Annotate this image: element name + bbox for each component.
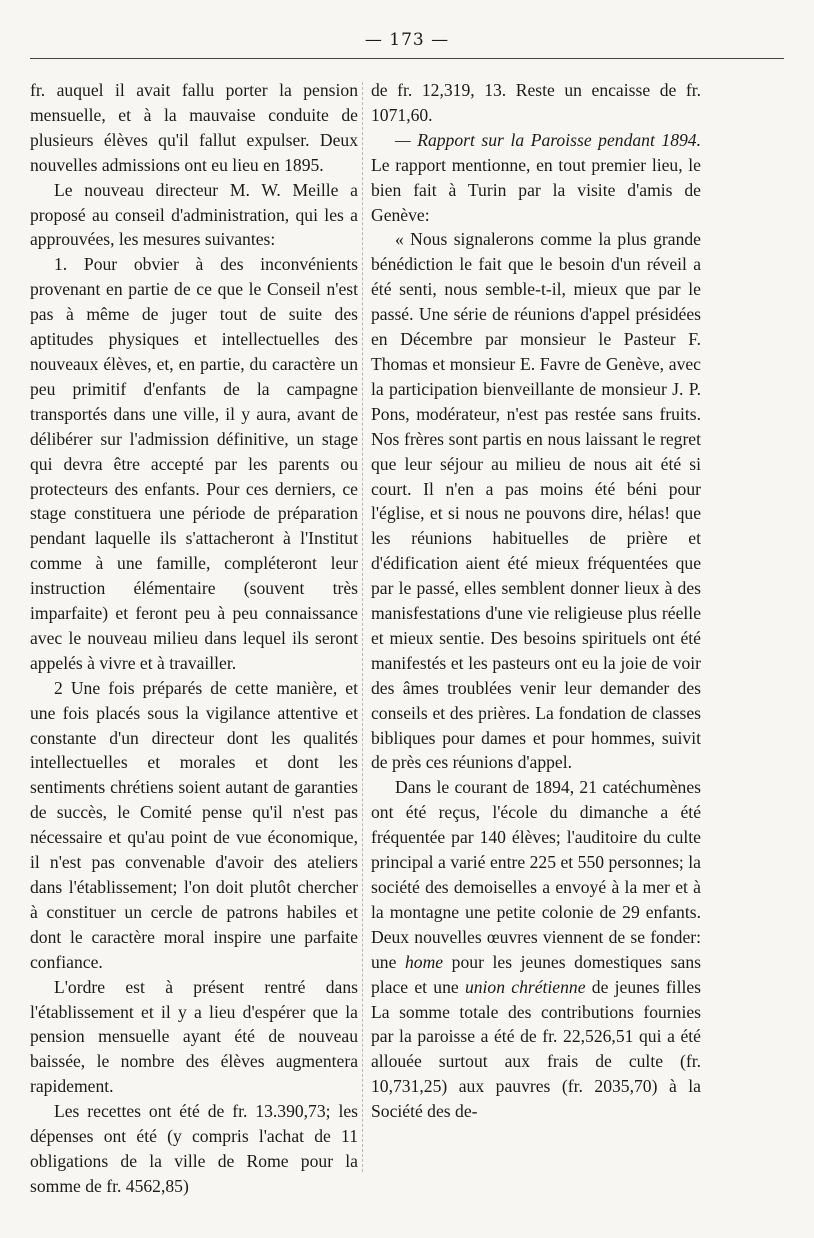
italic-term: home bbox=[404, 951, 444, 972]
paragraph: L'ordre est à présent rentré dans l'établissement et il y a lieu d'espérer que la pension mensuelle ayant été de nouveau baissée, le nombre des élèves augmentera rapidement. bbox=[30, 976, 358, 1097]
report-paragraph bbox=[371, 128, 701, 228]
statistics-paragraph bbox=[371, 775, 701, 1124]
report-intro: Le rapport mentionne, en tout premier lieu, le bien fait à Turin par la visite d'amis de Genève: bbox=[371, 154, 701, 225]
text-span: Dans le courant de 1894, 21 catéchumènes ont été reçus, l'école du dimanche a été fréquentée par 140 élèves; l'auditoire du culte principal a varié entre 225 et 550 personnes; la société des demoiselles a envoyé à la mer et à la montagne une petite colonie de 29 enfants. Deux nouvelles œuvres viennent de se fonder: une bbox=[371, 777, 701, 972]
text-span: de jeunes filles La somme totale des contributions fournies par la paroisse a été de fr. 22,526,51 qui a été allouée surtout aux frais de culte (fr. 10,731,25) aux pauvres (fr. 2035,70) à la Société des de- bbox=[371, 976, 701, 1122]
paragraph: Les recettes ont été de fr. 13.390,73; les dépenses ont été (y compris l'achat de 11 obligations de la ville de Rome pour la somme de fr. 4562,85) bbox=[30, 1101, 358, 1196]
header-rule bbox=[30, 58, 784, 59]
paragraph: fr. auquel il avait fallu porter la pension mensuelle, et à la mauvaise conduite de plusieurs élèves qu'il fallut expulser. Deux nouvelles admissions ont eu lieu en 1895. bbox=[30, 80, 358, 175]
italic-term: union chrétienne bbox=[464, 976, 586, 997]
quote-paragraph: « Nous signalerons comme la plus grande bénédiction le fait que le besoin d'un réveil a été senti, nous semble-t-il, mieux que par le passé. Une série de réunions d'appel présidées en Décembre par monsieur le Pasteur F. Thomas et monsieur E. Favre de Genève, avec la participation bienveillante de monsieur J. P. Pons, modérateur, n'est pas restée sans fruits. Nos frères sont partis en nous laissant le regret que leur séjour au milieu de nous ait été si court. Il n'en a pas moins été béni pour l'église, et si nous ne pouvons dire, hélas! que les réunions habituelles de prière et d'édification aient été mieux fréquentées que par le passé, elles semblent donner lieux à des manisfestations d'une vie religieuse plus réelle et mieux sentie. Des besoins spirituels ont été manifestés et les pasteurs ont eu la joie de voir des âmes troublées venir leur demander des conseils et des prières. La fondation de classes bibliques pour dames et pour hommes, suivit de près ces réunions d'appel. bbox=[371, 229, 701, 773]
right-column bbox=[371, 78, 701, 1124]
left-column bbox=[30, 78, 358, 1199]
text-span: pour les jeunes domestiques sans place et une bbox=[371, 951, 701, 997]
paragraph: 2 Une fois préparés de cette manière, et une fois placés sous la vigilance attentive et constante d'un directeur dont les qualités intellectuelles et morales et dont les sentiments chrétiens soient autant de garanties de succès, le Comité pense qu'il n'est pas nécessaire et qu'au point de vue économique, il n'est pas convenable d'avoir des ateliers dans l'établissement; l'on doit plutôt chercher à constituer un cercle de patrons habiles et dont le caractère moral inspire une parfaite confiance. bbox=[30, 677, 358, 972]
paragraph: de fr. 12,319, 13. Reste un encaisse de fr. 1071,60. bbox=[371, 80, 701, 125]
paragraph: Le nouveau directeur M. W. Meille a proposé au conseil d'administration, qui les a approuvées, les mesures suivantes: bbox=[30, 179, 358, 250]
column-divider bbox=[362, 82, 363, 1172]
report-title: — Rapport sur la Paroisse pendant 1894. bbox=[395, 129, 701, 150]
page-number: — 173 — bbox=[364, 30, 450, 50]
paragraph: 1. Pour obvier à des inconvénients provenant en partie de ce que le Conseil n'est pas à même de juger tout de suite des aptitudes physiques et intellectuelles des nouveaux élèves, et, en partie, du caractère un peu primitif d'enfants de la campagne transportés dans une ville, il y aura, avant de délibérer sur l'admission définitive, un stage qui devra être accepté par les parents ou protecteurs des enfants. Pour ces derniers, ce stage constituera une période de préparation pendant laquelle ils s'attacheront à l'Institut comme à une famille, compléteront leur instruction élémentaire (souvent très imparfaite) et feront peu à peu connaissance avec le nouveau milieu dans lequel ils seront appelés à vivre et à travailler. bbox=[30, 254, 358, 673]
